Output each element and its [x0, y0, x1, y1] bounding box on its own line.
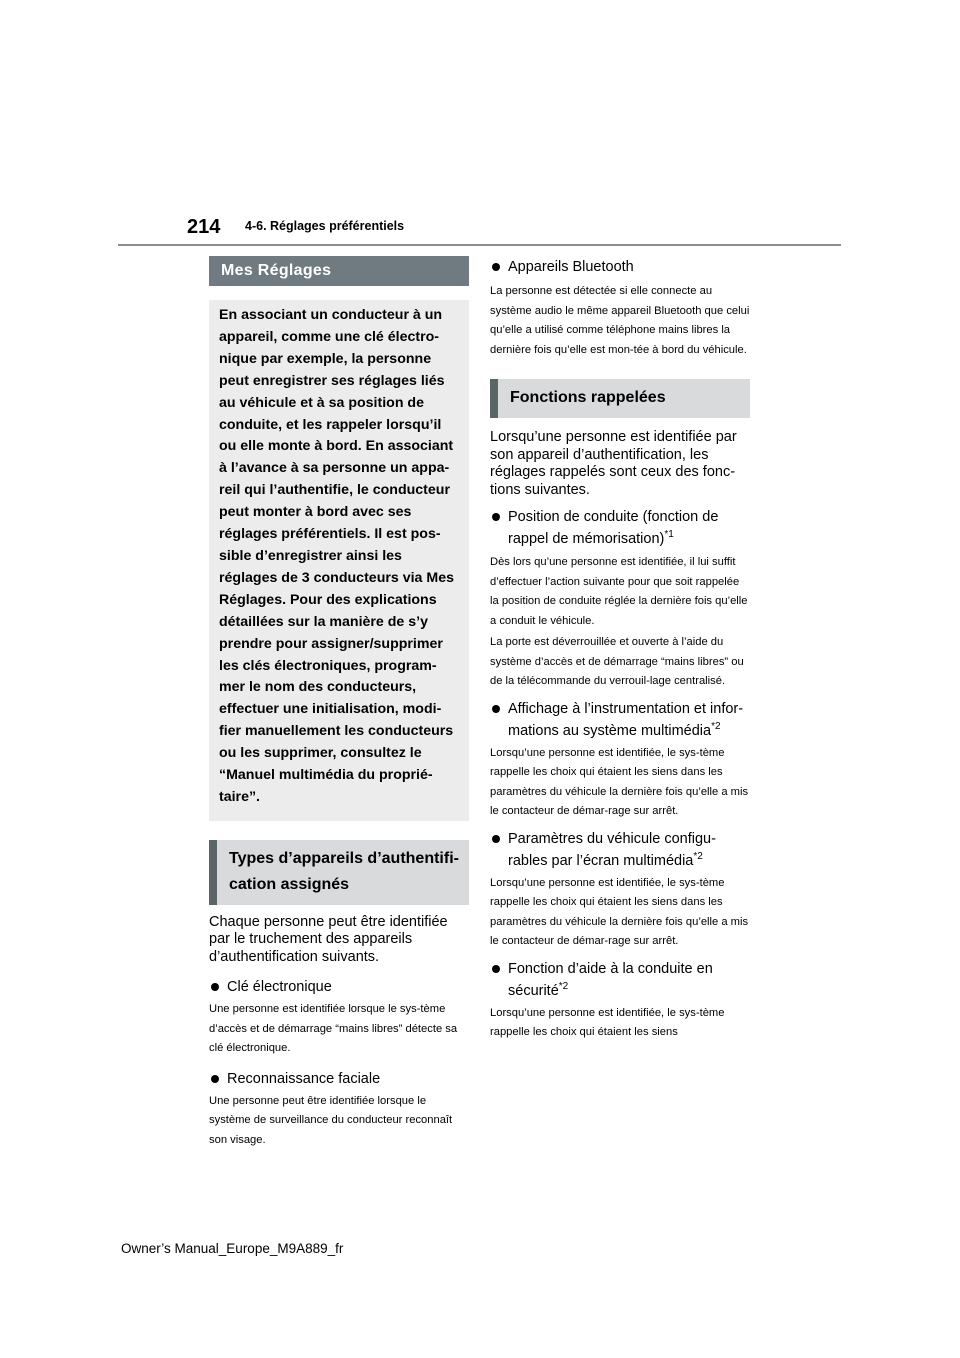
footnote-ref: *1 — [664, 529, 674, 540]
bullet-desc: Lorsqu’une personne est identifiée, le sys-tème rappelle les choix qui étaient les siens dans les paramètres du véhicule la dernière fois qu’elle a mis le contacteur de démar-rage sur arrêt. — [490, 876, 749, 947]
bullet-dot-icon — [492, 705, 500, 713]
footnote-ref: *2 — [558, 980, 569, 992]
bullet-dot-icon — [211, 1075, 219, 1083]
bullet-label: Appareils Bluetooth — [508, 259, 634, 275]
bullet-desc: Une personne est identifiée lorsque le sys-tème d’accès et de démarrage “mains libres” détecte sa clé électronique. — [209, 1003, 458, 1055]
bullet-label: Affichage à l’instrumentation et infor-mations au système multimédia — [508, 700, 744, 739]
bullet-position — [490, 506, 750, 550]
intro-box — [209, 300, 469, 821]
bullet-desc: Dès lors qu’une personne est identifiée, il lui suffit d’effectuer l’action suivante pour que soit rappelée la position de conduite réglée la dernière fois qu’elle a conduit le véhicule. — [490, 556, 748, 627]
functions-intro: Lorsqu’une personne est identifiée par son appareil d’authentification, les réglages rappelés sont ceux des fonc-tions suivantes. — [490, 429, 737, 498]
bullet-desc: La personne est détectée si elle connecte au système audio le même appareil Bluetooth que celui qu’elle a utilisé comme téléphone mains libres la dernière fois qu’elle est mon-tée à bord du véhicule. — [490, 285, 750, 356]
footnote-ref: *2 — [693, 850, 703, 862]
right-column — [490, 256, 750, 1043]
bullet-label: Clé électronique — [227, 979, 332, 996]
bullet-bluetooth — [490, 256, 750, 278]
left-column — [209, 256, 469, 1150]
bullet-dot-icon — [492, 965, 500, 973]
bullet-aide-conduite — [490, 958, 750, 1002]
footer-text: Owner’s Manual_Europe_M9A889_fr — [121, 1241, 344, 1256]
intro-text: En associant un conducteur à un appareil, comme une clé électro-nique par exemple, la personne peut enregistrer ses réglages liés au véhicule et à sa position de conduite, et les rappeler lorsqu’il ou elle monte à bord. En associant à l’avance à sa personne un appa-reil qui l’authentifie, le conducteur peut monter à bord avec ses réglages préférentiels. Il est pos-sible d’enregistrer ainsi les réglages de 3 conducteurs via Mes Réglages. Pour des explications détaillées sur la manière de s’y prendre pour assigner/supprimer les clés électroniques, program-mer le nom des conducteurs, effectuer une initialisation, modi-fier manuellement les conducteurs ou les supprimer, consultez le “Manuel multimédia du proprié-taire”. — [219, 307, 454, 805]
bullet-label: Reconnaissance faciale — [227, 1070, 381, 1087]
footnote-ref: *2 — [711, 720, 721, 732]
bullet-dot-icon — [211, 983, 219, 991]
bullet-desc: Lorsqu’une personne est identifiée, le sys-tème rappelle les choix qui étaient les siens — [490, 1006, 725, 1038]
bullet-parametres — [490, 828, 750, 872]
bullet-dot-icon — [492, 835, 500, 843]
types-heading: Types d’appareils d’authentifi-cation assignés — [209, 840, 469, 905]
bullet-dot-icon — [492, 513, 500, 521]
section-label: 4-6. Réglages préférentiels — [245, 219, 405, 233]
bullet-desc: Une personne peut être identifiée lorsque le système de surveillance du conducteur reconnaît son visage. — [209, 1094, 453, 1146]
bullet-label: Position de conduite (fonction de rappel de mémorisation) — [508, 509, 719, 547]
header-rule — [118, 244, 841, 246]
bullet-desc: Lorsqu’une personne est identifiée, le sys-tème rappelle les choix qui étaient les siens dans les paramètres du véhicule la dernière fois qu’elle a mis le contacteur de démar-rage sur arrêt. — [490, 746, 749, 817]
fonctions-heading: Fonctions rappelées — [490, 379, 750, 418]
bullet-desc: La porte est déverrouillée et ouverte à l’aide du système d’accès et de démarrage “mains libres” ou de la télécommande du verrouil-lage centralisé. — [490, 636, 744, 687]
bullet-label: Paramètres du véhicule configu-rables par l’écran multimédia — [508, 830, 716, 869]
page-number: 214 — [187, 216, 221, 238]
bullet-affichage — [490, 698, 750, 742]
bullet-dot-icon — [492, 263, 500, 271]
mes-reglages-heading: Mes Réglages — [209, 256, 469, 286]
bullet-label: Fonction d’aide à la conduite en sécurité — [508, 960, 713, 999]
bullet-reconnaissance — [209, 1068, 469, 1090]
types-intro: Chaque personne peut être identifiée par le truchement des appareils d’authentification suivants. — [209, 913, 448, 965]
bullet-cle — [209, 976, 469, 998]
